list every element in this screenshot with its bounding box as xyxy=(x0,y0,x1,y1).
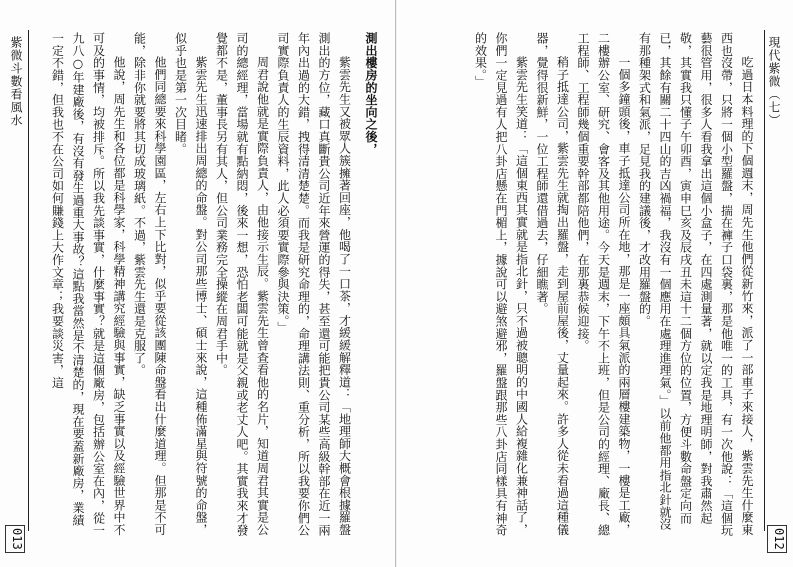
left-paragraph-2: 周君說他就是實際負責人，由他接示生辰。紫雲先生曾查看他的名片，知道周君其實是公司的總經理，當場就有點納悶，後來一想，恐怕老闆可能就是父親或老丈人吧。其實我來才發覺都不是，董事長另有其人，但公司業務完全操縱在周君手中。 xyxy=(214,32,270,537)
left-subhead: 測出樓房的坐向之後， xyxy=(364,32,378,155)
right-paragraph-3: 稍子抵達公司，紫雲先生就掏出羅盤，走到屋前屋後，丈量起來。許多人從未看過這種儀器，覺得很新鮮，一位工程師還借過去，仔細瞧著。 xyxy=(535,32,570,536)
left-page-number: 013 xyxy=(5,525,25,553)
left-page xyxy=(0,0,396,567)
left-paragraph-1: 紫雲先生又被眾人簇擁著回座，他喝了一口茶，才緩緩解釋道：「地理師大概會根據羅盤測出的方位，藏口真斷貴公司近年來營運的得失，甚至還可能把貴公司某些高級幹部在近一兩年內出過的大錯，拽得清清楚楚。而我是研究命理的，命理講法則、重分析，所以我要你們公司實際負責人的生辰資料，此人必須要實際參與決策。」 xyxy=(276,32,352,537)
right-body-text xyxy=(409,32,757,537)
right-paragraph-2: 一個多鐘頭後，車子抵達公司所在地，那是一座頗具氣派的兩層樓建築物，一樓是工廠，二樓辦公室、研究、會客及其他用途。今天是週末，下午不上班，但是公司的經理、廠長、總工程師、工程師幾個重要幹部都陪他們，在那裏恭候迎接。 xyxy=(576,32,631,537)
left-running-header: 紫微斗數看風水 xyxy=(9,36,23,127)
right-page xyxy=(397,0,793,567)
left-body-text xyxy=(34,32,381,537)
right-paragraph-4: 紫雲先生笑道：「這個東西其實就是指北針，只不過被聰明的中國人給複雜化兼神話了，你們一定見過有人把八卦店懸在門楣上，據說可以避煞避邪，羅盤跟那些八卦店同樣具有神奇的效果。」 xyxy=(473,32,529,537)
left-paragraph-3: 紫雲先生迅速排出周總的命盤。對公司那些博士、碩士來說，這種佈滿星與符號的命盤，似乎也是第一次目睹。 xyxy=(173,32,208,536)
right-page-number: 012 xyxy=(767,525,787,553)
left-paragraph-4: 他們同總要來科學園區，左右上下比對，似乎要從該團陳命盤看出什麼道理。但那是不可能，除非你就要將其切成玻璃紙。不過，紫雲先生還是克服了。 xyxy=(132,32,167,536)
left-paragraph-5: 他說，周先生和各位都是科學家，科學精神講究經驗與事實，缺乏事實以及經驗世界中不可及的事情，均被排斥。所以我先談事實，什麼事實？就是這個廠房，包括辦公室在內，從一九八○年建廠後，有沒有發生過重大事故？這點我當然是不清楚的，現在要蓋新廠房，業績一定不錯，但我也不在公司如何賺錢上大作文章；我要談災害，這 xyxy=(50,32,126,537)
right-header-rule xyxy=(764,30,765,531)
left-header-rule xyxy=(28,30,29,531)
right-paragraph-1: 吃過日本料理的下個週末，周先生他們從新竹來，派了一部車子來接人，紫雲先生什麼東西也沒帶，只將一個小型羅盤，揣在褲子口袋裏，那是他唯一的工具，有一次他說：「這個玩藝很管用，很多人看我拿出這個小盒子，在四處測量著，就以定我是地理明師，對我肅然起敬，其實我只懂子午卯酉，寅申巳亥及辰戌丑未這十二個方位的位置，方便斗數命盤定向而已，其餘有關二十四山的吉凶禍福，我沒有一個應用在處理進理氣。」以前他都用指北針就沒有那種架式和氣派，足見我的建議後，才改用羅盤的。 xyxy=(637,32,754,537)
right-running-header: 現代紫微（七） xyxy=(767,36,781,127)
